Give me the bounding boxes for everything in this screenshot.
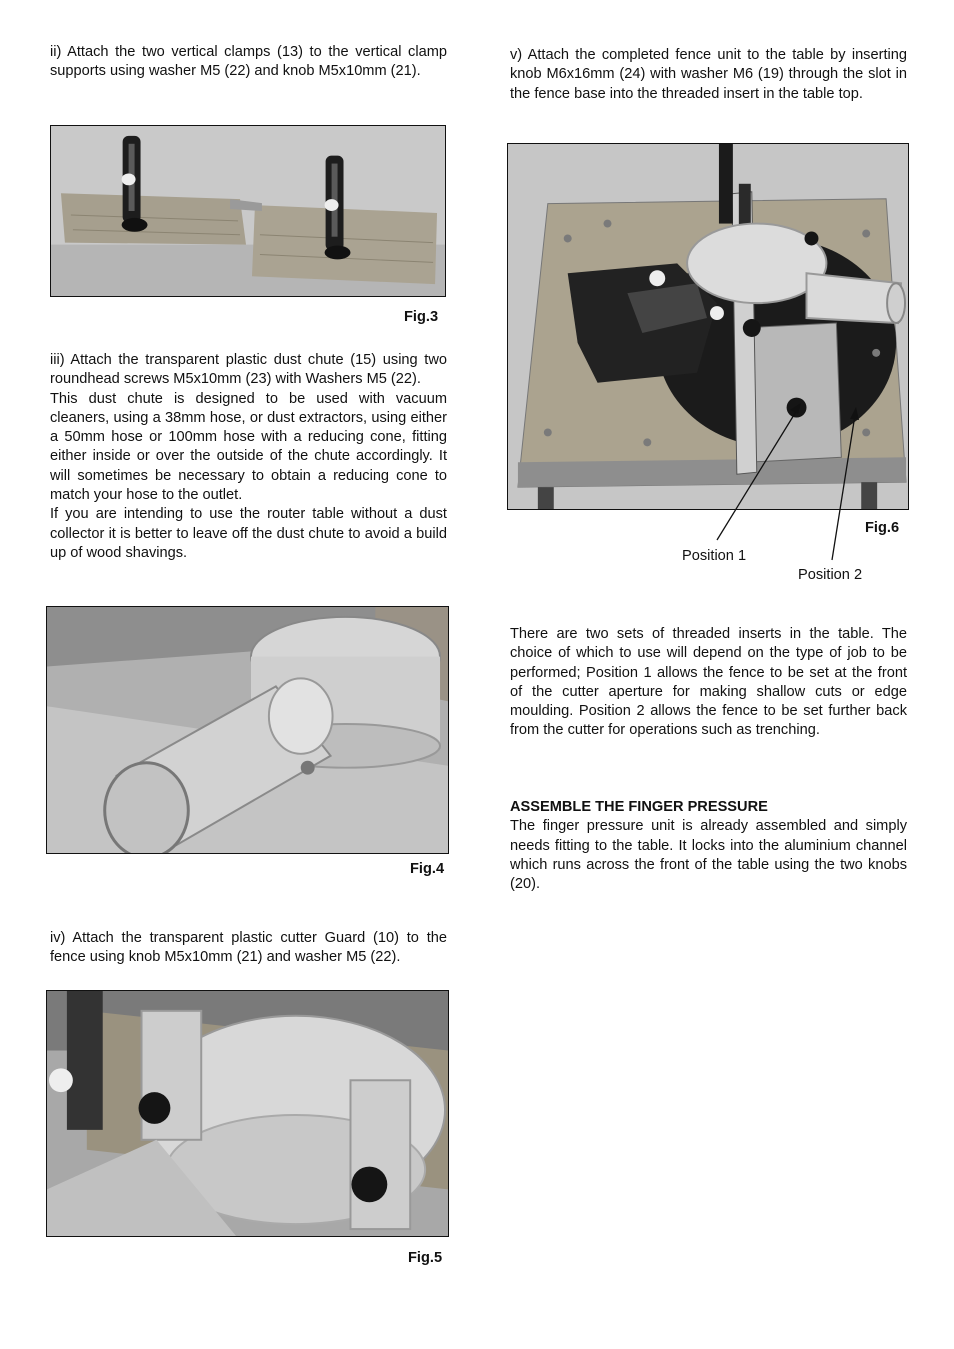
step-iv-text	[50, 929, 447, 968]
finger-pressure-paragraph: The finger pressure unit is already assembled and simply needs fitting to the table. It locks into the aluminium channel which runs across the front of the table using the two knobs (20).	[510, 818, 907, 893]
dust-chute-paragraph: This dust chute is designed to be used with vacuum cleaners, using a 38mm hose, or dust extractors, using either a 50mm hose or 100mm hose with a reducing cone, fitting either inside or over the outside of the chute accordingly. It will sometimes be necessary to obtain a reducing cone to match your hose to the outlet.	[50, 390, 447, 504]
fig5-illustration	[47, 991, 448, 1236]
fig3-caption: Fig.3	[404, 309, 439, 325]
fig6-illustration	[508, 144, 908, 509]
inserts-paragraph: There are two sets of threaded inserts in the table. The choice of which to use will depend on the type of job to be performed; Position 1 allows the fence to be set at the front of the cutter aperture for making shallow cuts or edge moulding. Position 2 allows the fence to be set further back from the cutter for operations such as trenching.	[510, 626, 907, 739]
step-iv-paragraph: iv) Attach the transparent plastic cutter Guard (10) to the fence using knob M5x10mm (21) and washer M5 (22).	[50, 930, 447, 966]
step-ii-text	[50, 43, 447, 82]
fig6-caption: Fig.6	[865, 520, 900, 536]
fig6-photo	[507, 143, 909, 510]
fig4-illustration	[47, 607, 448, 853]
position-2-label: Position 2	[798, 567, 863, 583]
no-collector-paragraph: If you are intending to use the router table without a dust collector it is better to leave off the dust chute to avoid a build up of wood shavings.	[50, 506, 447, 561]
fig3-photo	[50, 125, 446, 297]
step-iii-text	[50, 351, 447, 563]
fig4-caption: Fig.4	[410, 861, 445, 877]
position-1-label: Position 1	[682, 548, 747, 564]
fig5-caption: Fig.5	[408, 1250, 443, 1266]
inserts-text	[510, 625, 907, 741]
fig3-illustration	[51, 126, 445, 296]
step-ii-paragraph: ii) Attach the two vertical clamps (13) to the vertical clamp supports using washer M5 (22) and knob M5x10mm (21).	[50, 44, 447, 80]
step-iii-paragraph: iii) Attach the transparent plastic dust chute (15) using two roundhead screws M5x10mm (23) with Washers M5 (22).	[50, 352, 447, 388]
fig5-photo	[46, 990, 449, 1237]
finger-pressure-section	[510, 798, 907, 894]
step-v-text	[510, 46, 907, 104]
step-v-paragraph: v) Attach the completed fence unit to the table by inserting knob M6x16mm (24) with washer M6 (19) through the slot in the fence base into the threaded insert in the table top.	[510, 47, 907, 102]
fig4-photo	[46, 606, 449, 854]
finger-pressure-heading: ASSEMBLE THE FINGER PRESSURE	[510, 799, 768, 815]
